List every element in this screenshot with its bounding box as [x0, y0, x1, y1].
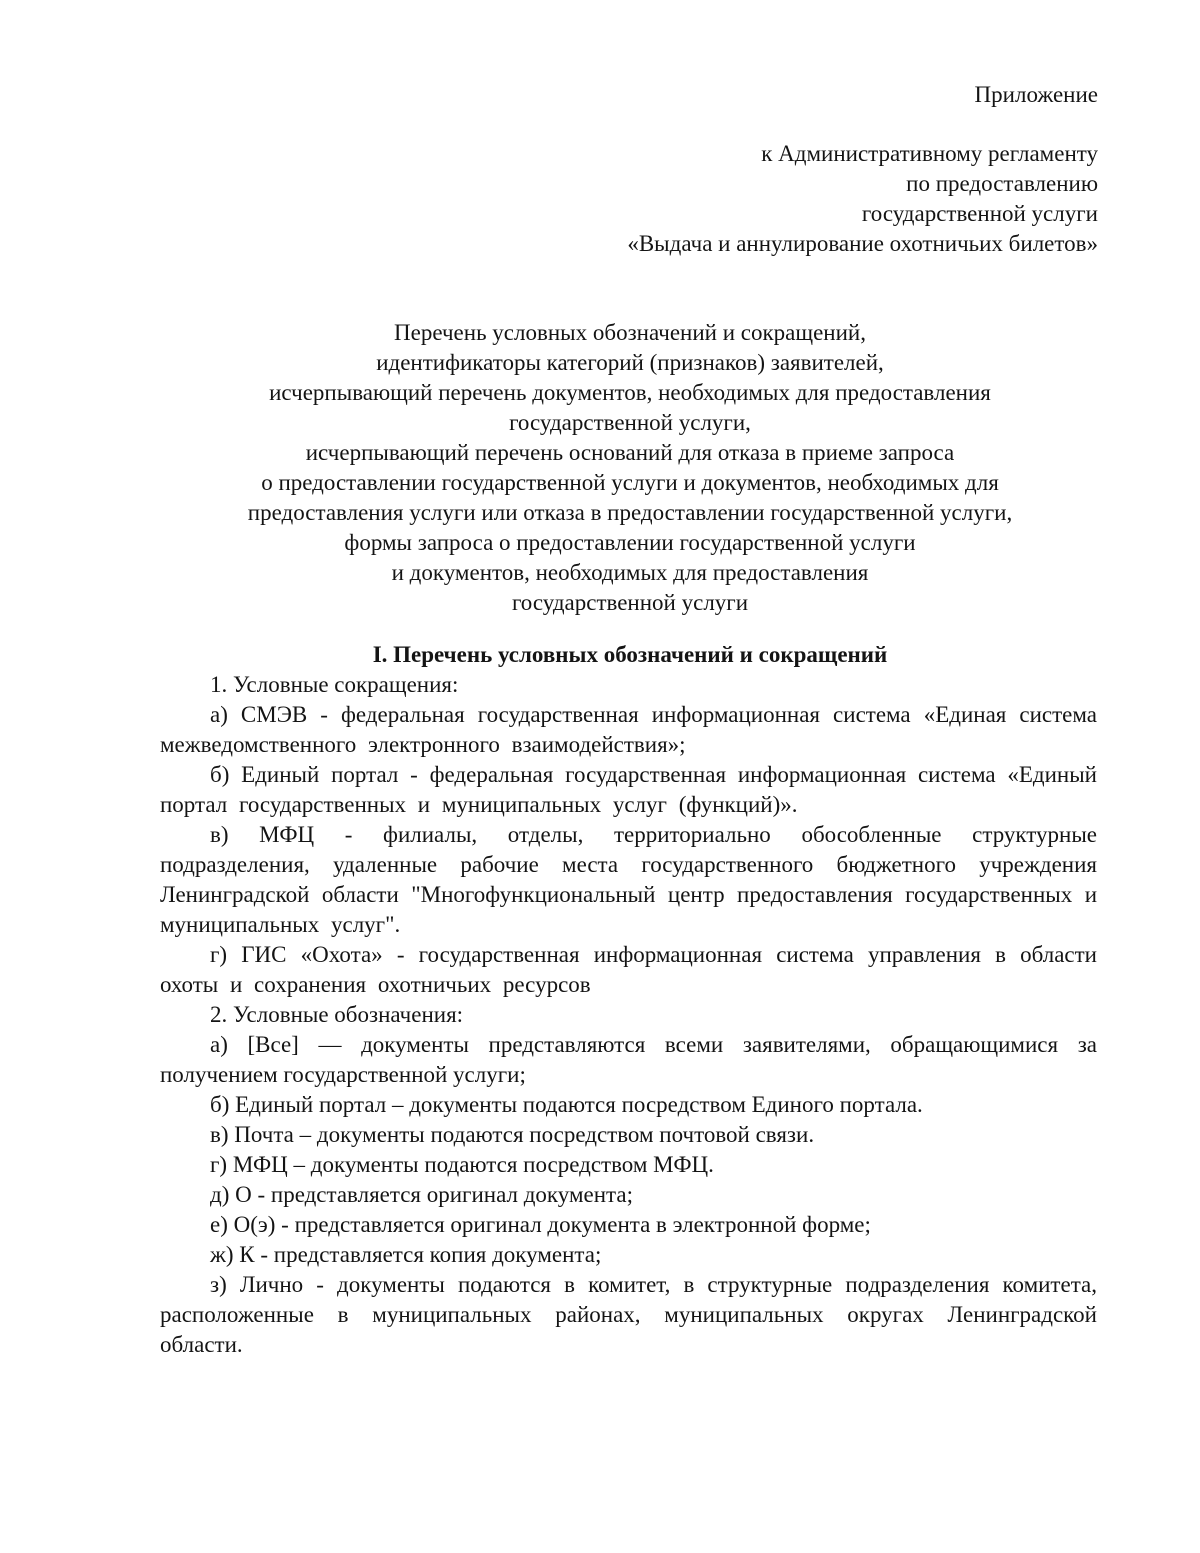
designation-item: д) О - представляется оригинал документа;	[210, 1182, 633, 1207]
abbreviations-heading: 1. Условные сокращения:	[210, 672, 459, 697]
designations-heading: 2. Условные обозначения:	[210, 1002, 464, 1027]
appendix-reference-line: «Выдача и аннулирование охотничьих билетов»	[627, 231, 1098, 256]
abbreviation-item: г) ГИС «Охота» - государственная информационная система управления в области охоты и сохранения охотничьих ресурсов	[160, 942, 1097, 997]
designation-item: б) Единый портал – документы подаются посредством Единого портала.	[210, 1092, 923, 1117]
title-line: государственной услуги,	[509, 410, 751, 435]
appendix-reference-line: к Административному регламенту	[761, 141, 1098, 166]
title-line: Перечень условных обозначений и сокращений,	[394, 320, 866, 345]
section-body	[160, 670, 1097, 1360]
designation-item: ж) К - представляется копия документа;	[210, 1242, 602, 1267]
designation-item: е) О(э) - представляется оригинал документа в электронной форме;	[210, 1212, 871, 1237]
designation-item: з) Лично - документы подаются в комитет, в структурные подразделения комитета, расположенные в муниципальных районах, муниципальных округах Ленинградской области.	[160, 1272, 1097, 1357]
title-line: исчерпывающий перечень документов, необходимых для предоставления	[269, 380, 991, 405]
section-heading: I. Перечень условных обозначений и сокращений	[372, 642, 888, 667]
designation-item: а) [Все] — документы представляются всеми заявителями, обращающимися за получением государственной услуги;	[160, 1032, 1097, 1087]
title-line: формы запроса о предоставлении государственной услуги	[344, 530, 916, 555]
appendix-label: Приложение	[974, 82, 1098, 107]
designation-item: г) МФЦ – документы подаются посредством МФЦ.	[210, 1152, 714, 1177]
title-line: исчерпывающий перечень оснований для отказа в приеме запроса	[305, 440, 955, 465]
abbreviation-item: б) Единый портал - федеральная государственная информационная система «Единый портал государственных и муниципальных услуг (функций)».	[160, 762, 1097, 817]
appendix-reference	[627, 139, 1098, 259]
title-line: предоставления услуги или отказа в предоставлении государственной услуги,	[247, 500, 1013, 525]
title-line: о предоставлении государственной услуги и документов, необходимых для	[261, 470, 999, 495]
abbreviation-item: а) СМЭВ - федеральная государственная информационная система «Единая система межведомственного электронного взаимодействия»;	[160, 702, 1097, 757]
abbreviation-item: в) МФЦ - филиалы, отделы, территориально обособленные структурные подразделения, удаленные рабочие места государственного бюджетного учреждения Ленинградской области "Многофункциональный центр предоставления государственных и муниципальных услуг".	[160, 822, 1097, 937]
designation-item: в) Почта – документы подаются посредством почтовой связи.	[210, 1122, 815, 1147]
title-line: идентификаторы категорий (признаков) заявителей,	[376, 350, 884, 375]
title-line: государственной услуги	[511, 590, 749, 615]
document-title	[160, 318, 1100, 618]
title-line: и документов, необходимых для предоставления	[391, 560, 869, 585]
appendix-reference-line: по предоставлению	[906, 171, 1098, 196]
appendix-reference-line: государственной услуги	[861, 201, 1098, 226]
